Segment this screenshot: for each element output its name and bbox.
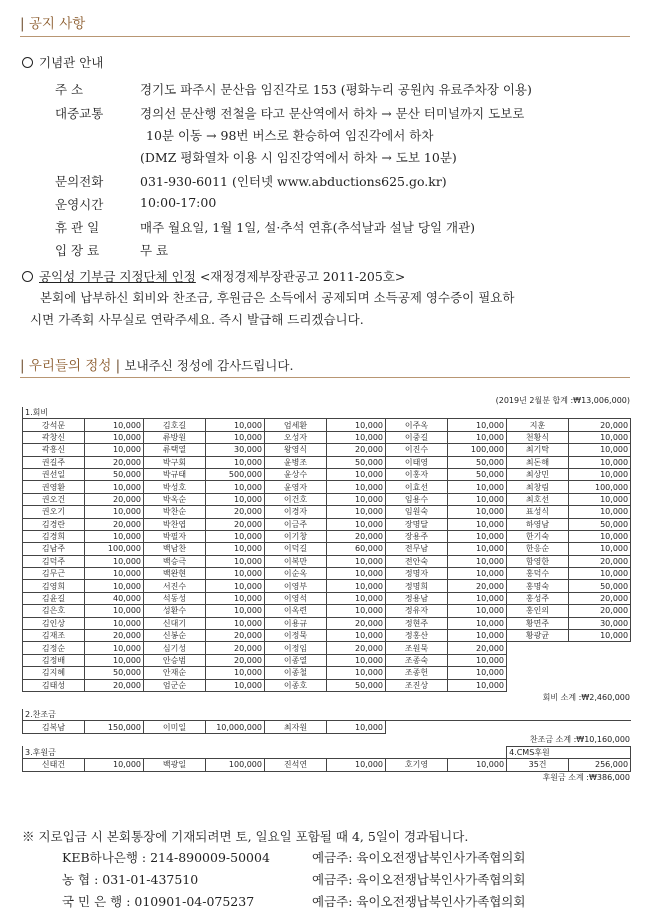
donor-amount: 10,000 bbox=[206, 543, 265, 555]
donor-name: 권오건 bbox=[23, 493, 85, 505]
donor-name: 정용남 bbox=[386, 592, 448, 604]
donor-amount: 10,000,000 bbox=[206, 721, 265, 733]
donor-amount: 50,000 bbox=[448, 468, 507, 480]
donor-name: 김인상 bbox=[23, 617, 85, 629]
donor-amount: 10,000 bbox=[327, 431, 386, 443]
donor-amount: 10,000 bbox=[569, 456, 631, 468]
donor-list bbox=[22, 395, 630, 784]
donor-name: 한기숙 bbox=[507, 530, 569, 542]
donor-name: 홍인의 bbox=[507, 605, 569, 617]
donor-name: 이용규 bbox=[265, 617, 327, 629]
donor-amount: 20,000 bbox=[206, 518, 265, 530]
donor-name: 황광균 bbox=[507, 630, 569, 642]
table-row bbox=[23, 642, 631, 654]
asterisk-icon: ※ bbox=[22, 829, 39, 844]
donor-amount: 20,000 bbox=[206, 506, 265, 518]
donor-name: 왕영식 bbox=[265, 444, 327, 456]
table-row bbox=[23, 654, 631, 666]
hours-value: 10:00-17:00 bbox=[140, 195, 217, 210]
donor-name: 박구회 bbox=[144, 456, 206, 468]
donor-amount: 10,000 bbox=[206, 419, 265, 431]
donor-name: 최호선 bbox=[507, 493, 569, 505]
donor-amount: 50,000 bbox=[85, 468, 144, 480]
donor-name: 곽창신 bbox=[23, 431, 85, 443]
donor-name: 심기성 bbox=[144, 642, 206, 654]
donor-name: 이미일 bbox=[144, 721, 206, 733]
donor-name: 하영남 bbox=[507, 518, 569, 530]
table-row bbox=[23, 419, 631, 431]
donor-name: 진석연 bbox=[265, 759, 327, 771]
donor-amount: 10,000 bbox=[448, 518, 507, 530]
transit-value-2: 10분 이동 → 98번 버스로 환승하여 임진각에서 하차 bbox=[146, 128, 434, 143]
cms-heading: 4.CMS후원 bbox=[507, 746, 631, 758]
fee-label: 입 장 료 bbox=[55, 243, 100, 258]
donor-amount: 10,000 bbox=[327, 580, 386, 592]
closed-value: 매주 월요일, 1월 1일, 설·추석 연휴(추석날과 설날 당일 개관) bbox=[140, 220, 476, 235]
donor-amount: 10,000 bbox=[569, 506, 631, 518]
donor-amount: 10,000 bbox=[85, 506, 144, 518]
account-holder-2: 예금주: 육이오전쟁납북인사가족협의회 bbox=[312, 872, 526, 887]
donor-name: 황면주 bbox=[507, 617, 569, 629]
donor-amount: 20,000 bbox=[85, 493, 144, 505]
address-value: 경기도 파주시 문산읍 임진각로 153 (평화누리 공원內 유료주차장 이용) bbox=[140, 82, 532, 97]
donor-name: 김정배 bbox=[23, 654, 85, 666]
donor-name: 조종숙 bbox=[386, 654, 448, 666]
giro-note: ※ 지로입금 시 본회통장에 기재되려면 토, 일요일 포함될 때 4, 5일이 경과됩니다. bbox=[22, 829, 469, 844]
donor-amount: 10,000 bbox=[448, 617, 507, 629]
donor-name: 백완현 bbox=[144, 568, 206, 580]
donor-name: 이종호 bbox=[265, 679, 327, 691]
table-row bbox=[23, 605, 631, 617]
table-row bbox=[23, 493, 631, 505]
bank-account-1: KEB하나은행 : 214-890009-50004 bbox=[62, 850, 270, 865]
donor-amount: 20,000 bbox=[327, 617, 386, 629]
donor-name: 이정임 bbox=[265, 642, 327, 654]
donor-amount: 10,000 bbox=[85, 419, 144, 431]
donor-amount: 10,000 bbox=[448, 630, 507, 642]
donor-name: 김태성 bbox=[23, 679, 85, 691]
donor-name: 김무근 bbox=[23, 568, 85, 580]
donor-amount: 10,000 bbox=[85, 759, 144, 771]
donor-name: 윤병조 bbox=[265, 456, 327, 468]
donor-name: 한응순 bbox=[507, 543, 569, 555]
donation-notice: 본회에 납부하신 회비와 찬조금, 후원금은 소득에서 공제되며 소득공제 영수증이 필요하 시면 가족회 사무실로 연락주세요. 즉시 발급해 드리겠습니다. bbox=[30, 290, 515, 327]
donor-amount: 10,000 bbox=[448, 530, 507, 542]
donor-name: 백승극 bbox=[144, 555, 206, 567]
donor-name: 김정순 bbox=[23, 642, 85, 654]
transit-value: 경의선 문산행 전철을 타고 문산역에서 하차 → 문산 터미널까지 도보로 bbox=[140, 106, 525, 121]
donor-name: 백남찬 bbox=[144, 543, 206, 555]
donor-amount: 10,000 bbox=[327, 506, 386, 518]
donor-amount: 10,000 bbox=[448, 506, 507, 518]
donor-amount: 10,000 bbox=[85, 605, 144, 617]
donor-amount: 10,000 bbox=[569, 444, 631, 456]
donor-name: 이효선 bbox=[386, 481, 448, 493]
donor-name: 김호길 bbox=[144, 419, 206, 431]
donor-name: 김윤길 bbox=[23, 592, 85, 604]
donor-amount: 20,000 bbox=[85, 518, 144, 530]
donor-name: 권영환 bbox=[23, 481, 85, 493]
gratitude-divider bbox=[20, 377, 630, 378]
donor-amount: 10,000 bbox=[206, 493, 265, 505]
donor-name: 이주옥 bbox=[386, 419, 448, 431]
donor-amount: 10,000 bbox=[569, 468, 631, 480]
donor-name: 안재순 bbox=[144, 667, 206, 679]
donor-name: 정명희 bbox=[386, 580, 448, 592]
donor-amount: 10,000 bbox=[327, 721, 386, 733]
donor-name: 이종철 bbox=[265, 667, 327, 679]
membership-subtotal: 회비 소계 :₩2,460,000 bbox=[542, 692, 630, 702]
donor-amount: 20,000 bbox=[569, 605, 631, 617]
donor-amount: 10,000 bbox=[85, 642, 144, 654]
empty-cell bbox=[507, 667, 631, 679]
donor-amount: 10,000 bbox=[327, 654, 386, 666]
donor-amount: 30,000 bbox=[569, 617, 631, 629]
donor-amount: 20,000 bbox=[85, 456, 144, 468]
donor-amount: 10,000 bbox=[206, 605, 265, 617]
donor-amount: 10,000 bbox=[327, 630, 386, 642]
donor-amount: 20,000 bbox=[569, 419, 631, 431]
donor-name: 김재조 bbox=[23, 630, 85, 642]
donor-amount: 20,000 bbox=[569, 592, 631, 604]
bank-account-2: 농 협 : 031-01-437510 bbox=[62, 872, 199, 887]
donation-bullet: 공익성 기부금 지정단체 인정 <재정경제부장관공고 2011-205호> bbox=[22, 267, 405, 285]
donor-amount: 20,000 bbox=[206, 654, 265, 666]
donor-amount: 10,000 bbox=[327, 518, 386, 530]
donor-amount: 10,000 bbox=[327, 493, 386, 505]
donor-amount: 10,000 bbox=[85, 617, 144, 629]
support-table bbox=[22, 746, 631, 772]
donor-name: 장명달 bbox=[386, 518, 448, 530]
donor-name: 정유자 bbox=[386, 605, 448, 617]
donor-amount: 100,000 bbox=[569, 481, 631, 493]
donor-name: 이영부 bbox=[265, 580, 327, 592]
donor-name: 이금주 bbox=[265, 518, 327, 530]
table-row bbox=[23, 530, 631, 542]
donor-amount: 30,000 bbox=[206, 444, 265, 456]
donor-name: 전무남 bbox=[386, 543, 448, 555]
donor-amount: 10,000 bbox=[85, 530, 144, 542]
donor-amount: 10,000 bbox=[327, 592, 386, 604]
table-row bbox=[23, 468, 631, 480]
donor-amount: 10,000 bbox=[327, 481, 386, 493]
donor-amount: 10,000 bbox=[448, 543, 507, 555]
donor-name: 박옥순 bbox=[144, 493, 206, 505]
donor-name: 류방원 bbox=[144, 431, 206, 443]
donor-amount: 10,000 bbox=[327, 759, 386, 771]
table-row bbox=[23, 667, 631, 679]
donor-amount: 10,000 bbox=[85, 580, 144, 592]
hours-label: 운영시간 bbox=[55, 197, 104, 212]
sponsor-heading: 2.찬조금 bbox=[23, 709, 631, 721]
donor-name: 이옥련 bbox=[265, 605, 327, 617]
donor-name: 이태영 bbox=[386, 456, 448, 468]
donor-amount: 10,000 bbox=[206, 431, 265, 443]
donor-amount: 10,000 bbox=[327, 667, 386, 679]
donor-name: 서진수 bbox=[144, 580, 206, 592]
donor-name: 지훈 bbox=[507, 419, 569, 431]
table-row bbox=[23, 580, 631, 592]
donor-amount: 100,000 bbox=[206, 759, 265, 771]
sponsor-subtotal: 찬조금 소계 :₩10,160,000 bbox=[529, 734, 630, 744]
donor-name: 엄군순 bbox=[144, 679, 206, 691]
membership-heading: 1.회비 bbox=[23, 407, 631, 419]
closed-label: 휴 관 일 bbox=[55, 220, 100, 235]
table-row bbox=[23, 506, 631, 518]
donor-amount: 500,000 bbox=[206, 468, 265, 480]
donor-name: 오성자 bbox=[265, 431, 327, 443]
donor-amount: 10,000 bbox=[85, 568, 144, 580]
table-row bbox=[23, 568, 631, 580]
donor-name: 홍성주 bbox=[507, 592, 569, 604]
donor-name: 박성호 bbox=[144, 481, 206, 493]
donor-name: 전안숙 bbox=[386, 555, 448, 567]
donor-name: 성환수 bbox=[144, 605, 206, 617]
donor-amount: 20,000 bbox=[327, 444, 386, 456]
donor-amount: 10,000 bbox=[448, 431, 507, 443]
circle-bullet-icon bbox=[22, 57, 33, 68]
donor-name: 박필자 bbox=[144, 530, 206, 542]
donation-ref: <재정경제부장관공고 2011-205호> bbox=[199, 269, 406, 284]
table-row bbox=[23, 518, 631, 530]
donor-name: 장용주 bbox=[386, 530, 448, 542]
table-row bbox=[23, 592, 631, 604]
donor-amount: 10,000 bbox=[327, 555, 386, 567]
donor-amount: 10,000 bbox=[206, 667, 265, 679]
donor-amount: 10,000 bbox=[327, 419, 386, 431]
donor-amount: 10,000 bbox=[85, 444, 144, 456]
donor-amount: 10,000 bbox=[448, 481, 507, 493]
donor-name: 박찬엽 bbox=[144, 518, 206, 530]
donor-name: 이경자 bbox=[265, 506, 327, 518]
donor-name: 곽흥신 bbox=[23, 444, 85, 456]
donor-name: 최돈해 bbox=[507, 456, 569, 468]
museum-bullet: 기념관 안내 bbox=[22, 53, 103, 71]
donation-total: (2019년 2월분 합계 :₩13,006,000) bbox=[495, 396, 630, 405]
donor-amount: 10,000 bbox=[206, 456, 265, 468]
donor-name: 백광일 bbox=[144, 759, 206, 771]
donor-name: 최창림 bbox=[507, 481, 569, 493]
donor-name: 이덕길 bbox=[265, 543, 327, 555]
donor-name: 정현주 bbox=[386, 617, 448, 629]
donor-amount: 50,000 bbox=[569, 580, 631, 592]
donor-amount: 10,000 bbox=[206, 530, 265, 542]
donor-name: 정홍산 bbox=[386, 630, 448, 642]
donor-amount: 10,000 bbox=[569, 568, 631, 580]
cms-amount: 256,000 bbox=[569, 759, 631, 771]
account-holder-3: 예금주: 육이오전쟁납북인사가족협의회 bbox=[312, 894, 526, 909]
gratitude-title: | 우리들의 정성 | 보내주신 정성에 감사드립니다. bbox=[20, 358, 294, 374]
donor-amount: 20,000 bbox=[569, 555, 631, 567]
donor-name: 권오기 bbox=[23, 506, 85, 518]
donor-name: 임용수 bbox=[386, 493, 448, 505]
donor-name: 신태건 bbox=[23, 759, 85, 771]
donor-name: 함영한 bbox=[507, 555, 569, 567]
donor-amount: 10,000 bbox=[569, 493, 631, 505]
donor-amount: 20,000 bbox=[206, 630, 265, 642]
donor-name: 정명자 bbox=[386, 568, 448, 580]
donor-amount: 50,000 bbox=[327, 456, 386, 468]
donor-name: 조진상 bbox=[386, 679, 448, 691]
donor-name: 김남주 bbox=[23, 543, 85, 555]
donor-name: 조종헌 bbox=[386, 667, 448, 679]
support-subtotal: 후원금 소계 :₩386,000 bbox=[542, 772, 630, 782]
table-row bbox=[23, 481, 631, 493]
donor-amount: 10,000 bbox=[206, 580, 265, 592]
membership-table bbox=[22, 407, 631, 692]
donor-name: 이기창 bbox=[265, 530, 327, 542]
donor-amount: 10,000 bbox=[327, 605, 386, 617]
donor-amount: 10,000 bbox=[569, 431, 631, 443]
donor-amount: 150,000 bbox=[85, 721, 144, 733]
donor-name: 강석문 bbox=[23, 419, 85, 431]
donor-amount: 10,000 bbox=[85, 431, 144, 443]
donor-name: 홍덕수 bbox=[507, 568, 569, 580]
donor-amount: 100,000 bbox=[85, 543, 144, 555]
donor-name: 이정묵 bbox=[265, 630, 327, 642]
donor-amount: 10,000 bbox=[448, 654, 507, 666]
donor-amount: 10,000 bbox=[448, 568, 507, 580]
transit-label: 대중교통 bbox=[55, 106, 104, 121]
donor-name: 윤영자 bbox=[265, 481, 327, 493]
donor-amount: 20,000 bbox=[448, 580, 507, 592]
donor-name: 박찬순 bbox=[144, 506, 206, 518]
donor-amount: 10,000 bbox=[569, 543, 631, 555]
table-row bbox=[23, 431, 631, 443]
account-holder-1: 예금주: 육이오전쟁납북인사가족협의회 bbox=[312, 850, 526, 865]
sponsor-table bbox=[22, 709, 631, 734]
donor-name: 류택열 bbox=[144, 444, 206, 456]
donor-name: 박규태 bbox=[144, 468, 206, 480]
donor-amount: 10,000 bbox=[85, 481, 144, 493]
table-row bbox=[23, 555, 631, 567]
donor-amount: 10,000 bbox=[206, 555, 265, 567]
donor-name: 김경희 bbox=[23, 530, 85, 542]
donor-amount: 10,000 bbox=[448, 759, 507, 771]
table-row bbox=[23, 456, 631, 468]
donor-name: 김복남 bbox=[23, 721, 85, 733]
donor-name: 김경란 bbox=[23, 518, 85, 530]
donor-name: 홍명숙 bbox=[507, 580, 569, 592]
donor-amount: 10,000 bbox=[448, 419, 507, 431]
donor-amount: 10,000 bbox=[206, 568, 265, 580]
donor-name: 권선일 bbox=[23, 468, 85, 480]
donor-amount: 10,000 bbox=[206, 617, 265, 629]
donor-amount: 50,000 bbox=[448, 456, 507, 468]
circle-bullet-icon bbox=[22, 271, 33, 282]
transit-value-3: (DMZ 평화열차 이용 시 임진강역에서 하차 → 도보 10분) bbox=[140, 150, 457, 165]
donor-name: 윤상수 bbox=[265, 468, 327, 480]
donor-amount: 20,000 bbox=[327, 642, 386, 654]
donor-amount: 60,000 bbox=[327, 543, 386, 555]
donor-name: 이복만 bbox=[265, 555, 327, 567]
donor-name: 호기영 bbox=[386, 759, 448, 771]
donor-name: 임원숙 bbox=[386, 506, 448, 518]
donor-name: 석동성 bbox=[144, 592, 206, 604]
donor-name: 김영희 bbox=[23, 580, 85, 592]
donor-name: 이순옥 bbox=[265, 568, 327, 580]
donor-name: 이홍자 bbox=[386, 468, 448, 480]
fee-value: 무 료 bbox=[140, 243, 169, 258]
donor-name: 표성식 bbox=[507, 506, 569, 518]
donor-name: 이중길 bbox=[386, 431, 448, 443]
donor-name: 엄세환 bbox=[265, 419, 327, 431]
donor-amount: 50,000 bbox=[569, 518, 631, 530]
donor-amount: 10,000 bbox=[206, 679, 265, 691]
donor-name: 최자원 bbox=[265, 721, 327, 733]
support-heading: 3.후원금 bbox=[23, 746, 507, 758]
donor-amount: 20,000 bbox=[327, 530, 386, 542]
donor-name: 김은호 bbox=[23, 605, 85, 617]
empty-cell bbox=[507, 654, 631, 666]
donor-name: 조원묵 bbox=[386, 642, 448, 654]
donor-name: 이건호 bbox=[265, 493, 327, 505]
donor-name: 권길주 bbox=[23, 456, 85, 468]
donor-amount: 10,000 bbox=[85, 654, 144, 666]
donor-name: 김지혜 bbox=[23, 667, 85, 679]
donor-name: 신대기 bbox=[144, 617, 206, 629]
table-row bbox=[23, 679, 631, 691]
phone-label: 문의전화 bbox=[55, 174, 104, 189]
donor-name: 안승범 bbox=[144, 654, 206, 666]
table-row bbox=[23, 617, 631, 629]
donor-amount: 10,000 bbox=[448, 679, 507, 691]
donor-amount: 10,000 bbox=[569, 530, 631, 542]
donor-amount: 20,000 bbox=[85, 679, 144, 691]
donor-name: 천황식 bbox=[507, 431, 569, 443]
empty-cell bbox=[507, 679, 631, 691]
donor-amount: 10,000 bbox=[448, 592, 507, 604]
empty-cell bbox=[507, 642, 631, 654]
donor-amount: 50,000 bbox=[85, 667, 144, 679]
donor-amount: 10,000 bbox=[206, 481, 265, 493]
donor-amount: 10,000 bbox=[448, 555, 507, 567]
donor-amount: 10,000 bbox=[85, 555, 144, 567]
bank-account-3: 국 민 은 행 : 010901-04-075237 bbox=[62, 894, 255, 909]
donor-amount: 100,000 bbox=[448, 444, 507, 456]
donor-amount: 10,000 bbox=[448, 493, 507, 505]
donor-amount: 10,000 bbox=[206, 592, 265, 604]
donor-amount: 10,000 bbox=[327, 568, 386, 580]
cms-count: 35건 bbox=[507, 759, 569, 771]
donor-amount: 10,000 bbox=[569, 630, 631, 642]
donor-amount: 10,000 bbox=[448, 605, 507, 617]
table-row bbox=[23, 543, 631, 555]
donor-name: 김덕주 bbox=[23, 555, 85, 567]
donor-name: 이종열 bbox=[265, 654, 327, 666]
donor-name: 이진수 bbox=[386, 444, 448, 456]
table-row bbox=[23, 444, 631, 456]
donor-name: 최기탁 bbox=[507, 444, 569, 456]
donor-name: 이영석 bbox=[265, 592, 327, 604]
donor-amount: 10,000 bbox=[448, 667, 507, 679]
donor-amount: 10,000 bbox=[327, 468, 386, 480]
notice-title: | 공지 사항 bbox=[20, 16, 86, 32]
donor-amount: 20,000 bbox=[448, 642, 507, 654]
phone-value: 031-930-6011 (인터넷 www.abductions625.go.kr) bbox=[140, 174, 447, 189]
address-label: 주 소 bbox=[55, 82, 84, 97]
donor-name: 신봉순 bbox=[144, 630, 206, 642]
donor-amount: 20,000 bbox=[206, 642, 265, 654]
notice-divider bbox=[20, 36, 630, 37]
donor-amount: 40,000 bbox=[85, 592, 144, 604]
donor-amount: 20,000 bbox=[85, 630, 144, 642]
table-row bbox=[23, 630, 631, 642]
donor-name: 최상민 bbox=[507, 468, 569, 480]
donor-amount: 50,000 bbox=[327, 679, 386, 691]
